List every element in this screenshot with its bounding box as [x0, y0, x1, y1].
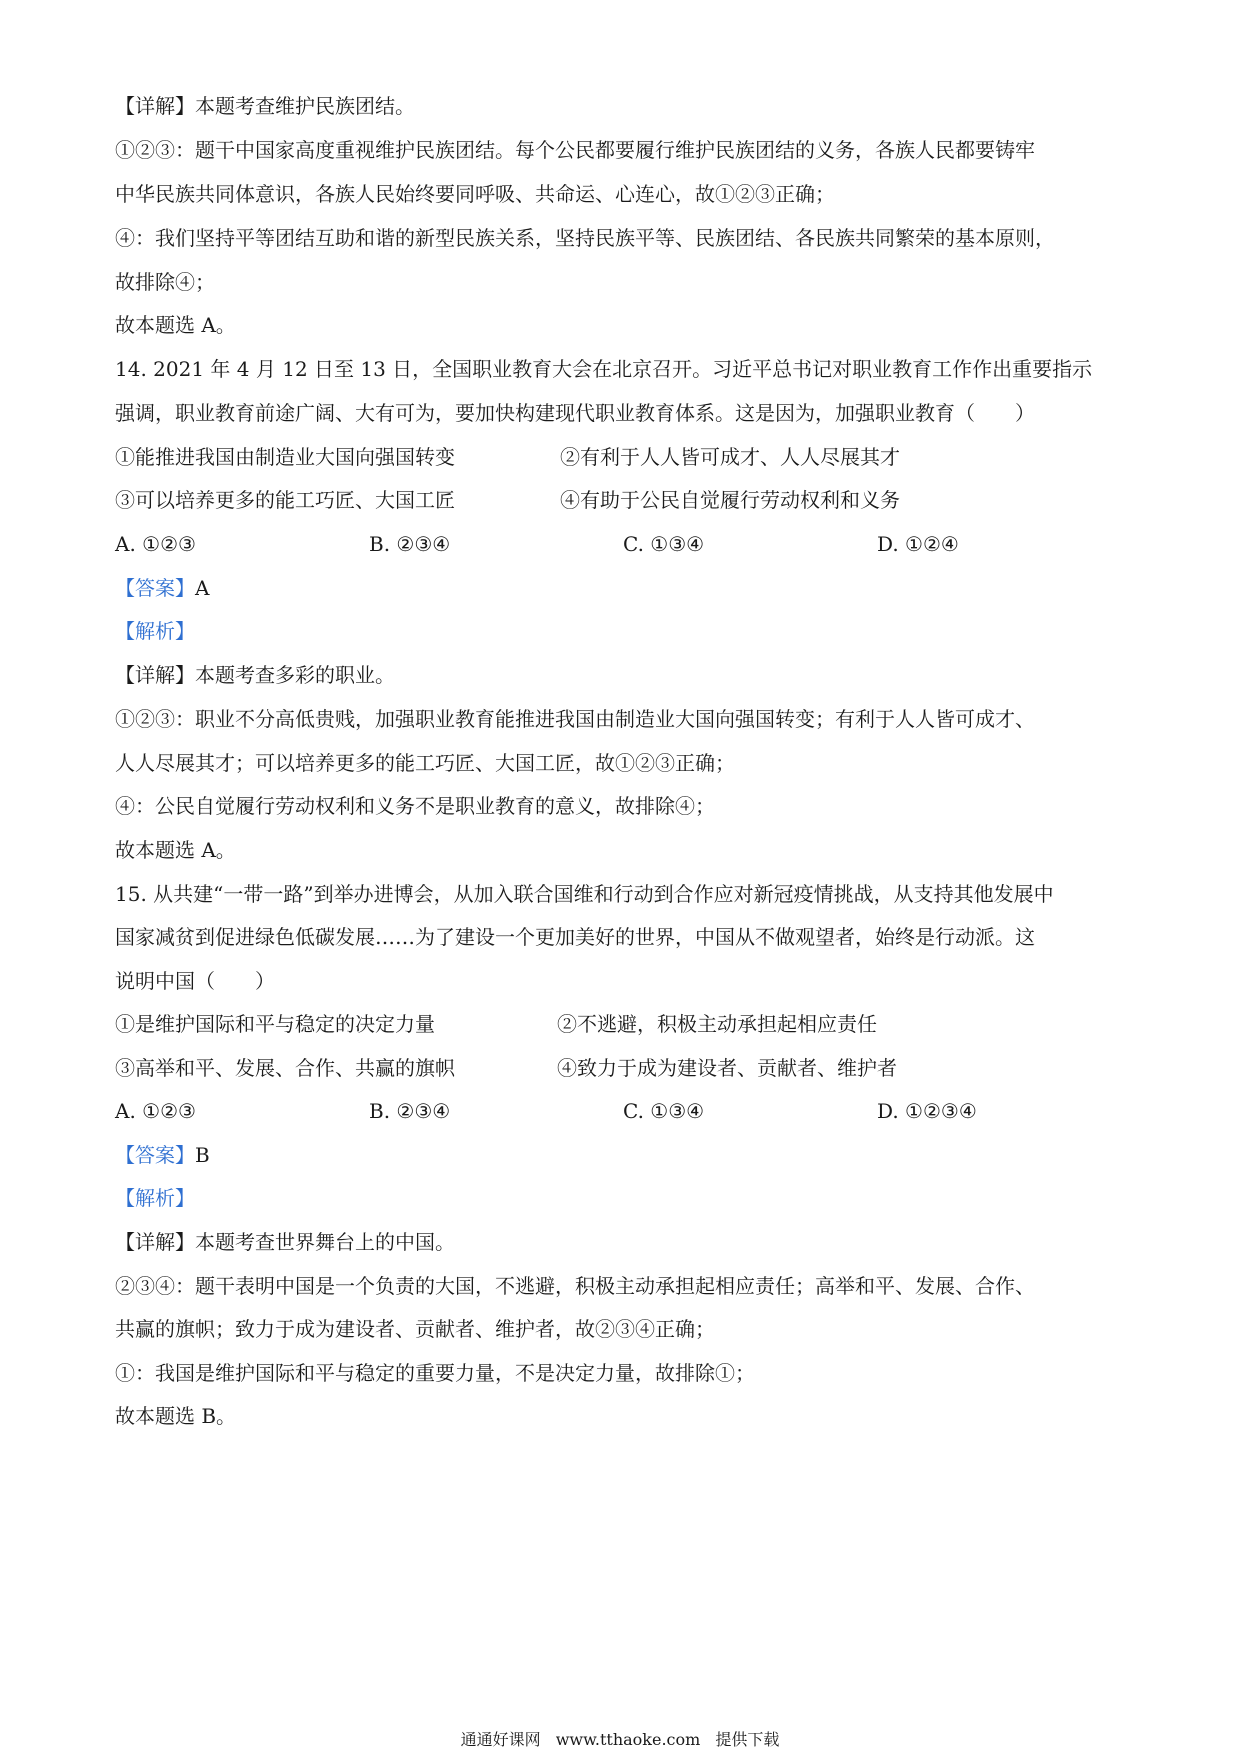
question-stem: 15. 从共建“一带一路”到举办进博会，从加入联合国维和行动到合作应对新冠疫情挑战，从支持其他发展中	[115, 882, 1054, 906]
analysis-label: 【解析】	[115, 619, 195, 643]
page-footer	[0, 1730, 1240, 1750]
question-stem: 14. 2021 年 4 月 12 日至 13 日，全国职业教育大会在北京召开。习近平总书记对职业教育工作作出重要指示	[115, 357, 1093, 381]
statement-item: ②不逃避，积极主动承担起相应责任	[557, 1012, 877, 1036]
question-stem: 说明中国（ ）	[115, 969, 275, 993]
conclusion: 故本题选 A。	[115, 838, 236, 862]
answer-line	[115, 574, 209, 602]
answer-label: 【答案】	[115, 576, 195, 600]
choice-a: A. ①②③	[115, 1099, 196, 1123]
choice-a: A. ①②③	[115, 532, 196, 556]
explanation-line: 共赢的旗帜；致力于成为建设者、贡献者、维护者，故②③④正确；	[115, 1317, 715, 1341]
statement-item: ①能推进我国由制造业大国向强国转变	[115, 445, 455, 469]
explanation-line: 中华民族共同体意识，各族人民始终要同呼吸、共命运、心连心，故①②③正确；	[115, 182, 835, 206]
explanation-line: ④：我们坚持平等团结互助和谐的新型民族关系，坚持民族平等、民族团结、各民族共同繁荣的基本原则，	[115, 226, 1055, 250]
answer-label: 【答案】	[115, 1143, 195, 1167]
footer-note: 提供下载	[715, 1730, 780, 1749]
explanation-line: ①②③：题干中国家高度重视维护民族团结。每个公民都要履行维护民族团结的义务，各族人民都要铸牢	[115, 138, 1035, 162]
explanation-line: 故排除④；	[115, 270, 215, 294]
detail-heading: 【详解】本题考查多彩的职业。	[115, 663, 395, 687]
answer-value: B	[195, 1143, 210, 1167]
choice-c: C. ①③④	[623, 532, 705, 556]
footer-site-name: 通通好课网	[460, 1730, 541, 1749]
choice-c: C. ①③④	[623, 1099, 705, 1123]
conclusion: 故本题选 A。	[115, 313, 236, 337]
answer-value: A	[195, 576, 210, 600]
detail-heading: 【详解】本题考查世界舞台上的中国。	[115, 1230, 455, 1254]
choice-b: B. ②③④	[369, 1099, 451, 1123]
explanation-line: ④：公民自觉履行劳动权利和义务不是职业教育的意义，故排除④；	[115, 794, 715, 818]
statement-item: ①是维护国际和平与稳定的决定力量	[115, 1012, 435, 1036]
explanation-line: 人人尽展其才；可以培养更多的能工巧匠、大国工匠，故①②③正确；	[115, 751, 735, 775]
choice-b: B. ②③④	[369, 532, 451, 556]
statement-item: ④有助于公民自觉履行劳动权利和义务	[560, 488, 900, 512]
answer-line	[115, 1141, 210, 1169]
choice-d: D. ①②④	[877, 532, 959, 556]
statement-item: ③高举和平、发展、合作、共赢的旗帜	[115, 1056, 455, 1080]
choice-d: D. ①②③④	[877, 1099, 977, 1123]
analysis-label: 【解析】	[115, 1186, 195, 1210]
footer-url[interactable]: www.tthaoke.com	[555, 1730, 701, 1749]
question-stem: 国家减贫到促进绿色低碳发展……为了建设一个更加美好的世界，中国从不做观望者，始终是行动派。这	[115, 925, 1035, 949]
conclusion: 故本题选 B。	[115, 1404, 237, 1428]
statement-item: ③可以培养更多的能工巧匠、大国工匠	[115, 488, 455, 512]
explanation-line: ①：我国是维护国际和平与稳定的重要力量，不是决定力量，故排除①；	[115, 1361, 755, 1385]
explanation-line: ①②③：职业不分高低贵贱，加强职业教育能推进我国由制造业大国向强国转变；有利于人人皆可成才、	[115, 707, 1035, 731]
detail-heading: 【详解】本题考查维护民族团结。	[115, 94, 415, 118]
statement-item: ②有利于人人皆可成才、人人尽展其才	[560, 445, 900, 469]
statement-item: ④致力于成为建设者、贡献者、维护者	[557, 1056, 897, 1080]
explanation-line: ②③④：题干表明中国是一个负责的大国，不逃避，积极主动承担起相应责任；高举和平、发展、合作、	[115, 1274, 1035, 1298]
question-stem: 强调，职业教育前途广阔、大有可为，要加快构建现代职业教育体系。这是因为，加强职业教育（ ）	[115, 401, 1035, 425]
